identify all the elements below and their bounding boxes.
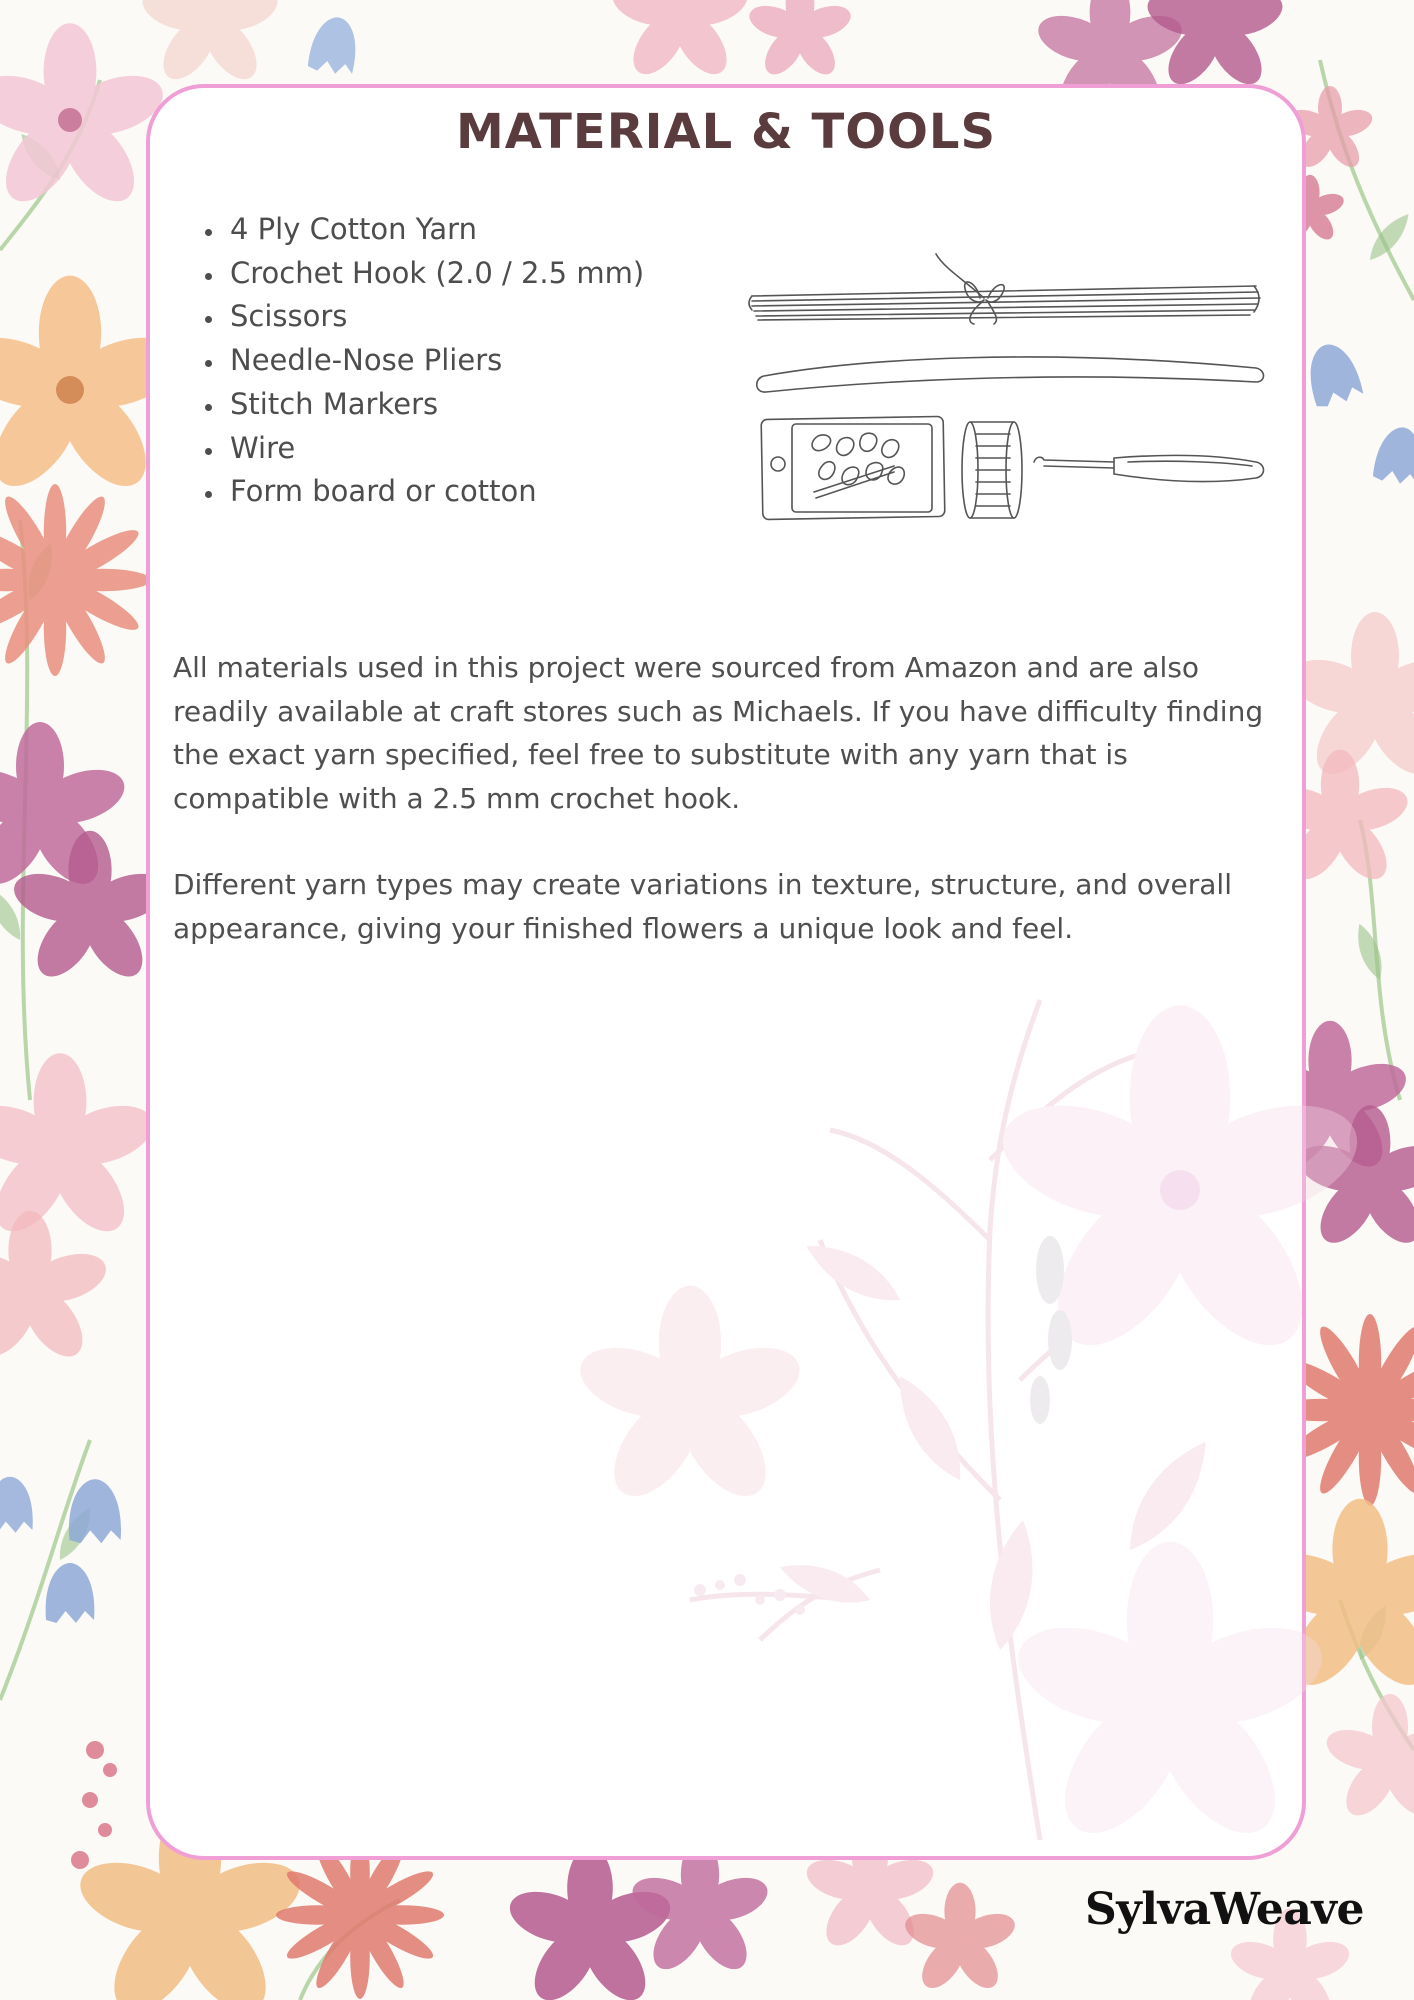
wire-spool-icon (962, 422, 1022, 518)
variation-paragraph: Different yarn types may create variations in texture, structure, and overall appearance, giving your finished flowers a unique look and feel. (173, 868, 1232, 945)
wire-bundle-icon (749, 254, 1260, 324)
list-item: • Wire (226, 427, 644, 471)
list-item: • Scissors (226, 295, 644, 339)
list-item: • Form board or cotton (226, 470, 644, 514)
list-item: • Stitch Markers (226, 383, 644, 427)
page-title: MATERIAL & TOOLS (455, 104, 997, 160)
list-item: • 4 Ply Cotton Yarn (226, 208, 644, 252)
list-item: • Crochet Hook (2.0 / 2.5 mm) (226, 252, 644, 296)
brand-logo: SylvaWeave (1084, 1884, 1364, 1935)
foam-stick-icon (757, 357, 1264, 392)
list-item: • Needle-Nose Pliers (226, 339, 644, 383)
sourcing-paragraph: All materials used in this project were sourced from Amazon and are also readily available at craft stores such as Michaels. If you have difficulty finding the exact yarn specified, feel free to substitute with any yarn that is compatible with a 2.5 mm crochet hook. (173, 651, 1264, 815)
tools-illustration (744, 240, 1284, 530)
materials-list (180, 208, 644, 514)
stitch-markers-pack-icon (761, 416, 945, 519)
crochet-hook-icon (1034, 455, 1264, 481)
